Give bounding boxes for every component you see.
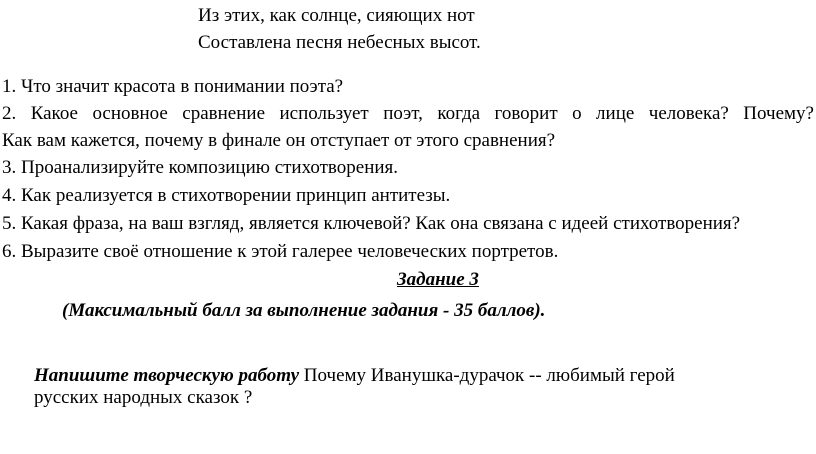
question-2-word: Почему? (743, 103, 814, 124)
question-2-word: использует (279, 103, 369, 124)
question-2-word: когда (437, 103, 481, 124)
assignment-line-2: русских народных сказок ? (34, 387, 253, 408)
question-2-continuation: Как вам кажется, почему в финале он отступает от этого сравнения? (2, 130, 556, 151)
question-2 (2, 102, 814, 126)
question-2-word: говорит (494, 103, 558, 124)
question-3: 3. Проанализируйте композицию стихотворения. (2, 157, 399, 178)
question-5: 5. Какая фраза, на ваш взгляд, является ключевой? Как она связана с идеей стихотворения? (2, 213, 741, 234)
question-1: 1. Что значит красота в понимании поэта? (2, 76, 344, 97)
question-6: 6. Выразите своё отношение к этой галерее человеческих портретов. (2, 241, 559, 262)
question-2-word: о (572, 103, 582, 124)
assignment-line-1 (34, 364, 675, 388)
question-2-word: Какое (30, 103, 78, 124)
question-2-word: 2. (2, 103, 17, 124)
poem-line-2: Составлена песня небесных высот. (198, 32, 481, 53)
question-2-word: поэт, (383, 103, 423, 124)
question-4: 4. Как реализуется в стихотворении принцип антитезы. (2, 185, 451, 206)
task-title: Задание 3 (397, 269, 479, 290)
question-2-word: человека? (648, 103, 729, 124)
question-2-word: лице (596, 103, 635, 124)
assignment-text: Почему Иванушка-дурачок -- любимый герой (299, 365, 675, 386)
question-2-word: основное (92, 103, 168, 124)
question-2-word: сравнение (182, 103, 266, 124)
max-score-note: (Максимальный балл за выполнение задания - 35 баллов). (62, 300, 546, 321)
poem-line-1: Из этих, как солнце, сияющих нот (198, 5, 475, 26)
assignment-label: Напишите творческую работу (34, 365, 300, 386)
